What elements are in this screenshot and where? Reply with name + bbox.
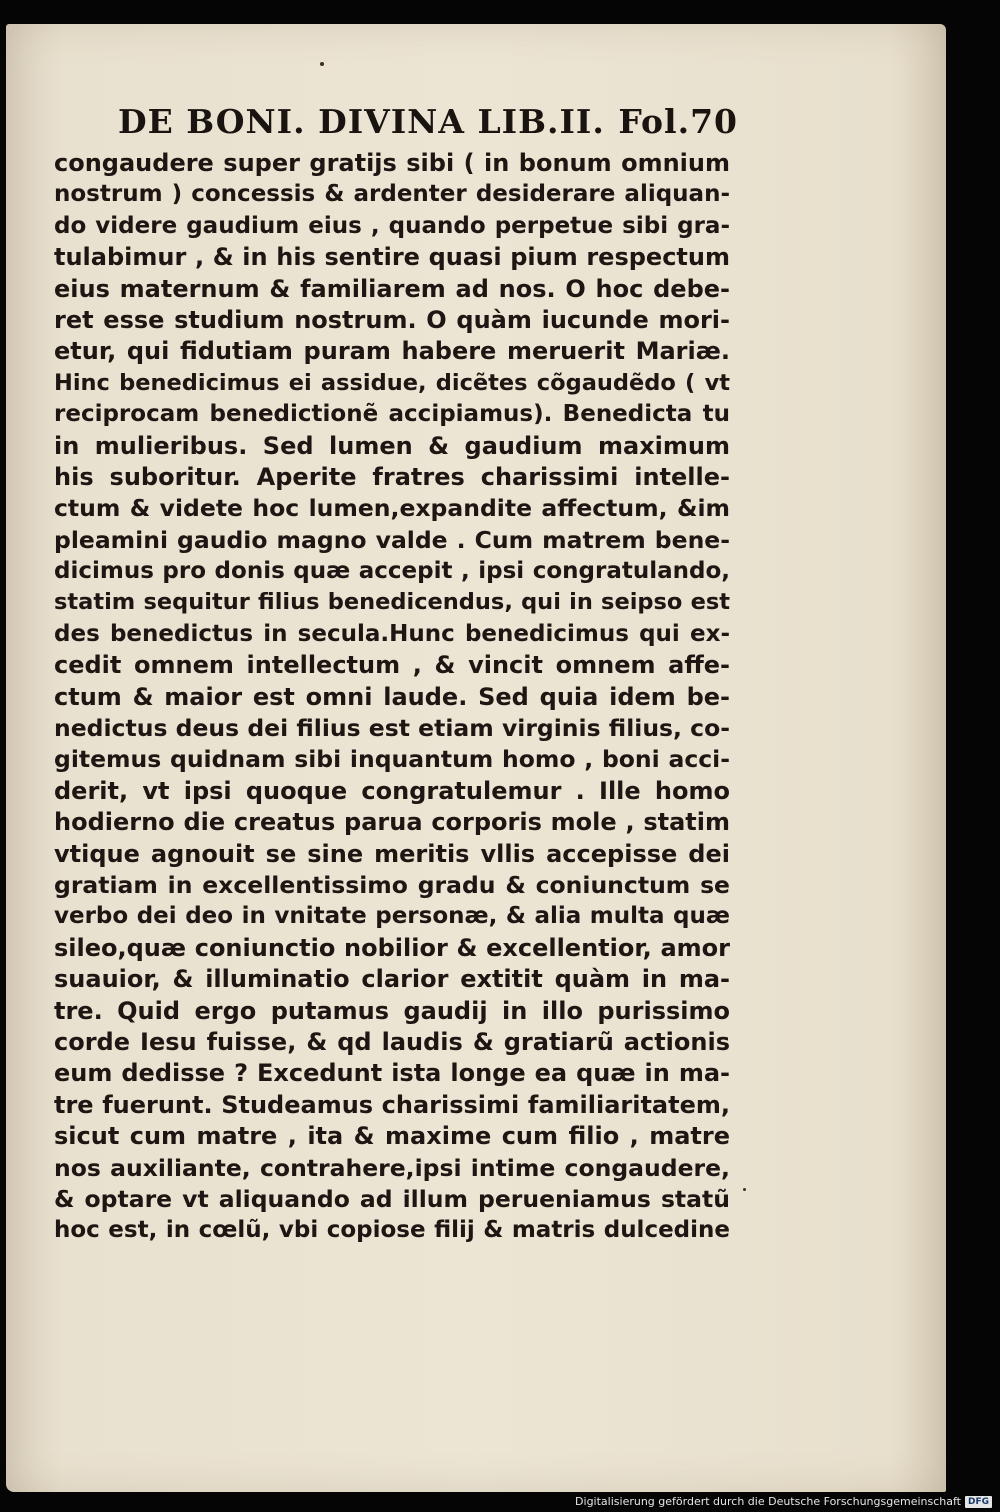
text-line: sileo,quæ coniunctio nobilior & excellentior, amor [54,933,730,962]
body-text [54,148,730,1247]
text-line: dicimus pro donis quæ accepit , ipsi congratulando, [54,558,730,585]
text-line: hoc est, in cœlũ, vbi copiose filij & matris dulcedine [54,1217,730,1244]
text-line: his suboritur. Aperite fratres charissimi intelle- [54,462,730,491]
text-line: ret esse studium nostrum. O quàm iucunde mori- [54,305,730,334]
text-line: nos auxiliante, contrahere,ipsi intime congaudere, [54,1153,730,1182]
text-line: suauior, & illuminatio clarior extitit quàm in ma- [54,965,730,994]
folio-number: Fol.70 [618,102,738,141]
text-line: etur, qui fidutiam puram habere meruerit Mariæ. [54,337,730,366]
text-line: nostrum ) concessis & ardenter desiderare aliquan- [54,181,730,208]
running-head-title: DE BONI. DIVINA LIB.II. [118,102,605,141]
text-line: eius maternum & familiarem ad nos. O hoc debe- [54,274,730,303]
text-line: tulabimur , & in his sentire quasi pium respectum [54,243,730,272]
footer-credit [575,1495,992,1508]
text-line: eum dedisse ? Excedunt ista longe ea quæ in ma- [54,1059,730,1088]
text-line: in mulieribus. Sed lumen & gaudium maximum [54,431,730,460]
text-line: & optare vt aliquando ad illum perueniamus statũ [54,1184,730,1213]
text-line: corde Iesu fuisse, & qd laudis & gratiarũ actionis [54,1027,730,1056]
text-line: reciprocam benedictionẽ accipiamus). Benedicta tu [54,401,730,428]
text-line: nedictus deus dei filius est etiam virginis filius, co- [54,714,730,743]
text-line: vtique agnouit se sine meritis vllis accepisse dei [54,839,730,868]
text-line: Hinc benedicimus ei assidue, dicẽtes cõgaudẽdo ( vt [54,369,730,396]
text-line: des benedictus in secula.Hunc benedicimus qui ex- [54,620,730,647]
running-head [118,102,738,141]
text-line: ctum & videte hoc lumen,expandite affectum, &im [54,494,730,523]
dfg-logo: DFG [965,1496,992,1508]
text-line: gratiam in excellentissimo gradu & coniunctum se [54,870,730,899]
text-line: tre fuerunt. Studeamus charissimi familiaritatem, [54,1090,730,1119]
text-line: pleamini gaudio magno valde . Cum matrem bene- [54,525,730,554]
text-line: cedit omnem intellectum , & vincit omnem affe- [54,651,730,680]
text-line: congaudere super gratijs sibi ( in bonum omnium [54,149,730,177]
text-line: verbo dei deo in vnitate personæ, & alia multa quæ [54,903,730,930]
text-line: derit, vt ipsi quoque congratulemur . Ille homo [54,776,730,805]
text-line: sicut cum matre , ita & maxime cum filio , matre [54,1122,730,1151]
ink-speck [320,62,324,66]
text-line: statim sequitur filius benedicendus, qui in seipso est [54,589,730,616]
book-page [6,24,946,1492]
text-line: gitemus quidnam sibi inquantum homo , boni acci- [54,745,730,774]
footer-credit-text: Digitalisierung gefördert durch die Deutsche Forschungsgemeinschaft [575,1495,961,1508]
text-line: ctum & maior est omni laude. Sed quia idem be- [54,682,730,711]
text-line: do videre gaudium eius , quando perpetue sibi gra- [54,212,730,239]
ink-speck [743,1188,746,1191]
text-line: hodierno die creatus parua corporis mole , statim [54,808,730,837]
text-line: tre. Quid ergo putamus gaudij in illo purissimo [54,996,730,1025]
